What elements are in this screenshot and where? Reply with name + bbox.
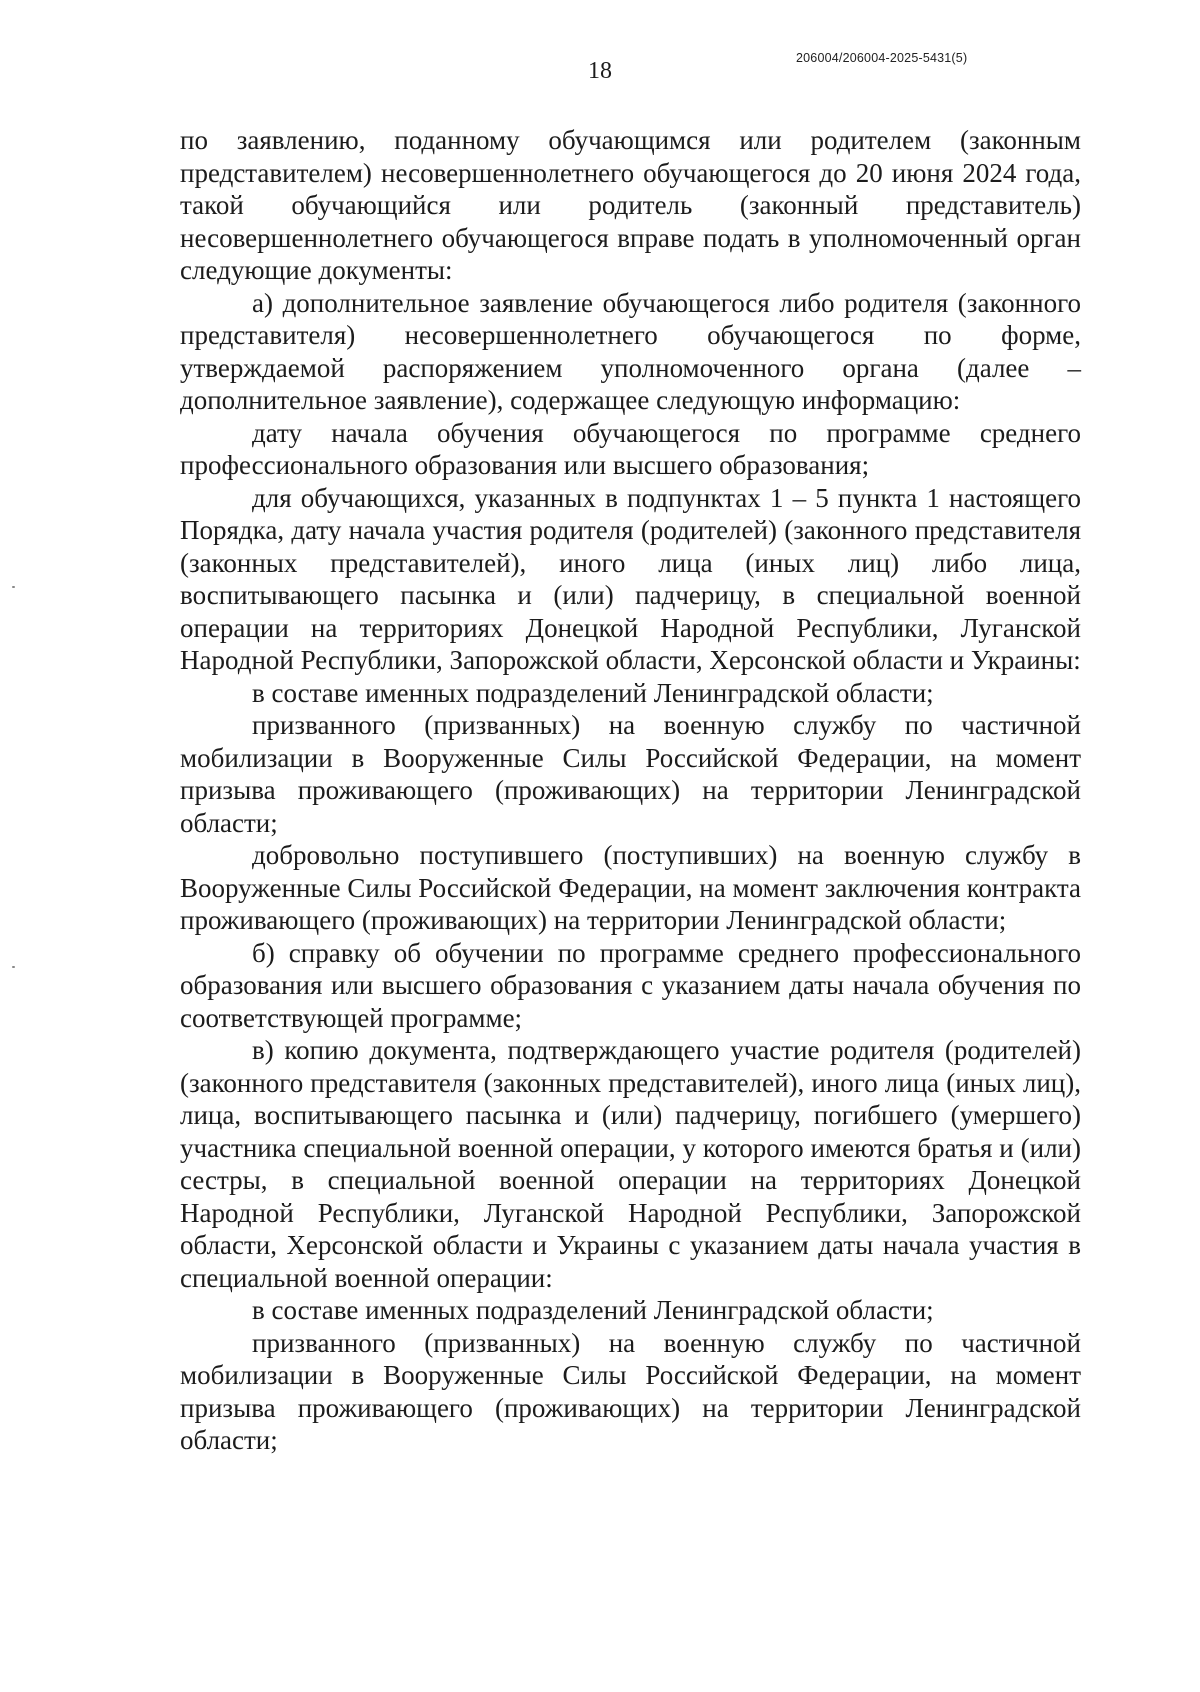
paragraph-item-a: а) дополнительное заявление обучающегося либо родителя (законного представителя) несовершеннолетнего обучающегося по форме, утверждаемой распоряжением уполномоченного органа (далее – дополнительное заявление), содержащее следующую информацию: [180, 287, 1081, 415]
paragraph-start-date: дату начала обучения обучающегося по программе среднего профессионального образования или высшего образования; [180, 417, 1081, 480]
paragraph-named-units-2: в составе именных подразделений Ленинградской области; [252, 1295, 934, 1325]
paragraph-intro: по заявлению, поданному обучающимся или родителем (законным представителем) несовершеннолетнего обучающегося до 20 июня 2024 года, такой обучающийся или родитель (законный представитель) несовершеннолетнего обучающегося вправе подать в уполномоченный орган следующие документы: [180, 125, 1081, 285]
paragraph-mobilized-2: призванного (призванных) на военную службу по частичной мобилизации в Вооруженные Силы Российской Федерации, на момент призыва проживающего (проживающих) на территории Ленинградской области; [180, 1327, 1081, 1455]
page-number: 18 [588, 58, 612, 84]
paragraph-named-units: в составе именных подразделений Ленинградской области; [252, 677, 934, 708]
scan-speck [12, 966, 15, 968]
paragraph-participation-date: для обучающихся, указанных в подпунктах 1 – 5 пункта 1 настоящего Порядка, дату начала участия родителя (родителей) (законного представителя (законных представителей), иного лица (иных лиц) либо лица, воспитывающего пасынка и (или) падчерицу, в специальной военной операции на территориях Донецкой Народной Республики, Луганской Народной Республики, Запорожской области, Херсонской области и Украины: [180, 482, 1081, 675]
document-body [180, 124, 1081, 1457]
paragraph-item-b: б) справку об обучении по программе среднего профессионального образования или высшего образования с указанием даты начала обучения по соответствующей программе; [180, 937, 1081, 1033]
paragraph-volunteer: добровольно поступившего (поступивших) на военную службу в Вооруженные Силы Российской Федерации, на момент заключения контракта проживающего (проживающих) на территории Ленинградской области; [180, 840, 1081, 935]
paragraph-item-v: в) копию документа, подтверждающего участие родителя (родителей) (законного представителя (законных представителей), иного лица (иных лиц), лица, воспитывающего пасынка и (или) падчерицу, погибшего (умершего) участника специальной военной операции, у которого имеются братья и (или) сестры, в специальной военной операции на территориях Донецкой Народной Республики, Луганской Народной Республики, Запорожской области, Херсонской области и Украины с указанием даты начала участия в специальной военной операции: [180, 1035, 1081, 1293]
document-id: 206004/206004-2025-5431(5) [796, 51, 968, 65]
paragraph-mobilized: призванного (призванных) на военную службу по частичной мобилизации в Вооруженные Силы Российской Федерации, на момент призыва проживающего (проживающих) на территории Ленинградской области; [180, 710, 1081, 838]
scan-speck [12, 586, 15, 588]
